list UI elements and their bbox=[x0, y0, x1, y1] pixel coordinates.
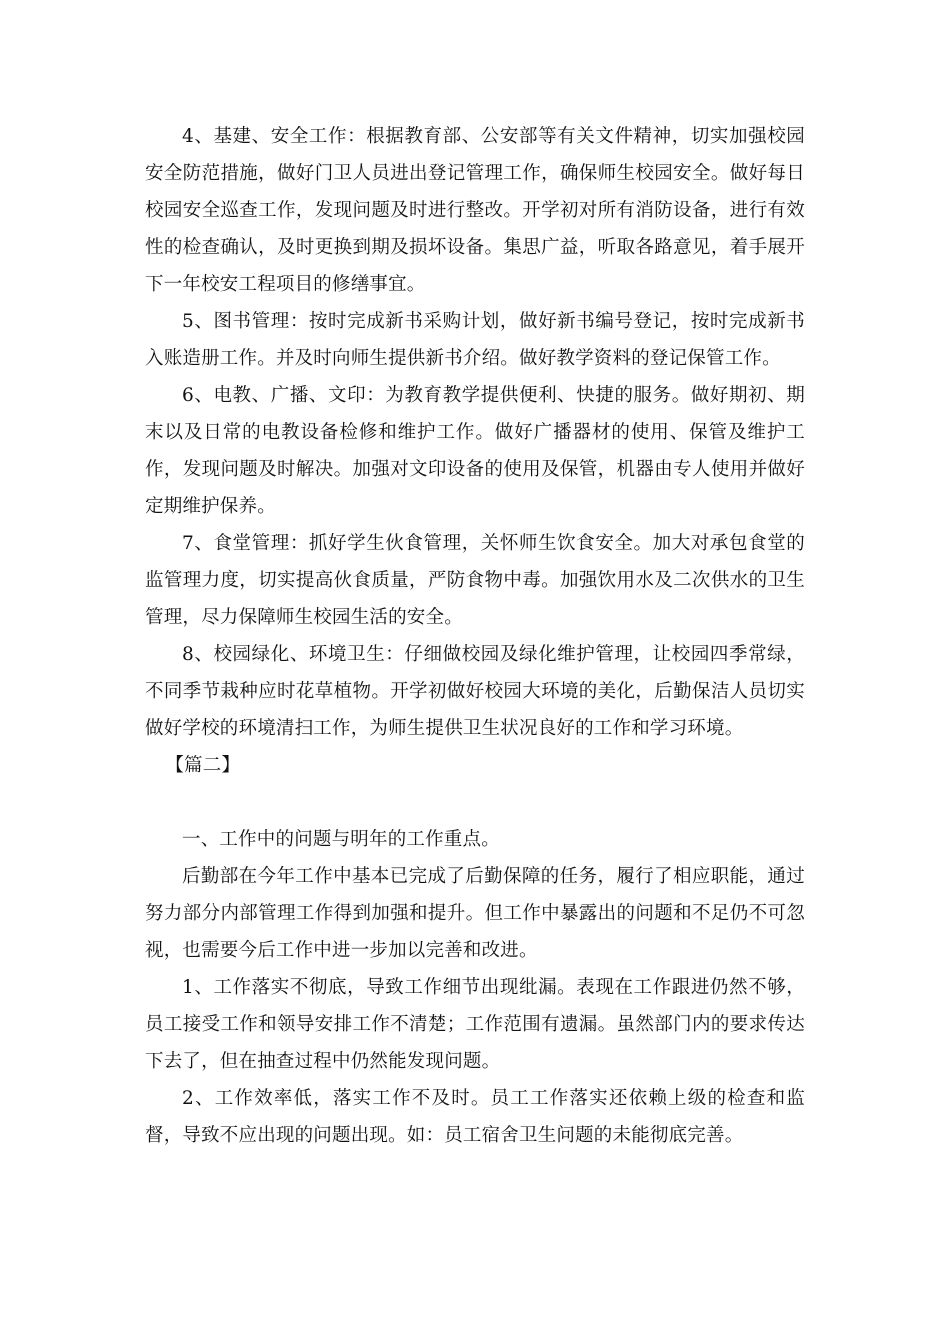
paragraph-issue-efficiency: 2、工作效率低，落实工作不及时。员工工作落实还依赖上级的检查和监督，导致不应出现的问题出现。如：员工宿舍卫生问题的未能彻底完善。 bbox=[145, 1088, 805, 1146]
paragraph-library-management: 5、图书管理：按时完成新书采购计划，做好新书编号登记，按时完成新书入账造册工作。并及时向师生提供新书介绍。做好教学资料的登记保管工作。 bbox=[145, 311, 805, 369]
subheading-problems-and-priorities: 一、工作中的问题与明年的工作重点。 bbox=[182, 829, 500, 850]
paragraph-infrastructure-safety: 4、基建、安全工作：根据教育部、公安部等有关文件精神，切实加强校园安全防范措施，做好门卫人员进出登记管理工作，确保师生校园安全。做好每日校园安全巡查工作，发现问题及时进行整改。开学初对所有消防设备，进行有效性的检查确认，及时更换到期及损坏设备。集思广益，听取各路意见，着手展开下一年校安工程项目的修缮事宜。 bbox=[145, 126, 805, 295]
section-heading: 【篇二】 bbox=[165, 755, 241, 776]
blank-line bbox=[145, 784, 805, 821]
paragraph-logistics-summary: 后勤部在今年工作中基本已完成了后勤保障的任务，履行了相应职能，通过努力部分内部管理工作得到加强和提升。但工作中暴露出的问题和不足仍不可忽视，也需要今后工作中进一步加以完善和改进。 bbox=[145, 866, 805, 961]
document-body bbox=[145, 118, 805, 1154]
paragraph-issue-implementation: 1、工作落实不彻底，导致工作细节出现纰漏。表现在工作跟进仍然不够，员工接受工作和领导安排工作不清楚；工作范围有遗漏。虽然部门内的要求传达下去了，但在抽查过程中仍然能发现问题。 bbox=[145, 977, 805, 1072]
paragraph-canteen-management: 7、食堂管理：抓好学生伙食管理，关怀师生饮食安全。加大对承包食堂的监管理力度，切实提高伙食质量，严防食物中毒。加强饮用水及二次供水的卫生管理，尽力保障师生校园生活的安全。 bbox=[145, 533, 805, 628]
paragraph-av-broadcast-printing: 6、电教、广播、文印：为教育教学提供便利、快捷的服务。做好期初、期末以及日常的电教设备检修和维护工作。做好广播器材的使用、保管及维护工作，发现问题及时解决。加强对文印设备的使用及保管，机器由专人使用并做好定期维护保养。 bbox=[145, 385, 805, 517]
paragraph-greening-sanitation: 8、校园绿化、环境卫生：仔细做校园及绿化维护管理，让校园四季常绿，不同季节栽种应时花草植物。开学初做好校园大环境的美化，后勤保洁人员切实做好学校的环境清扫工作，为师生提供卫生状况良好的工作和学习环境。 bbox=[145, 644, 805, 739]
